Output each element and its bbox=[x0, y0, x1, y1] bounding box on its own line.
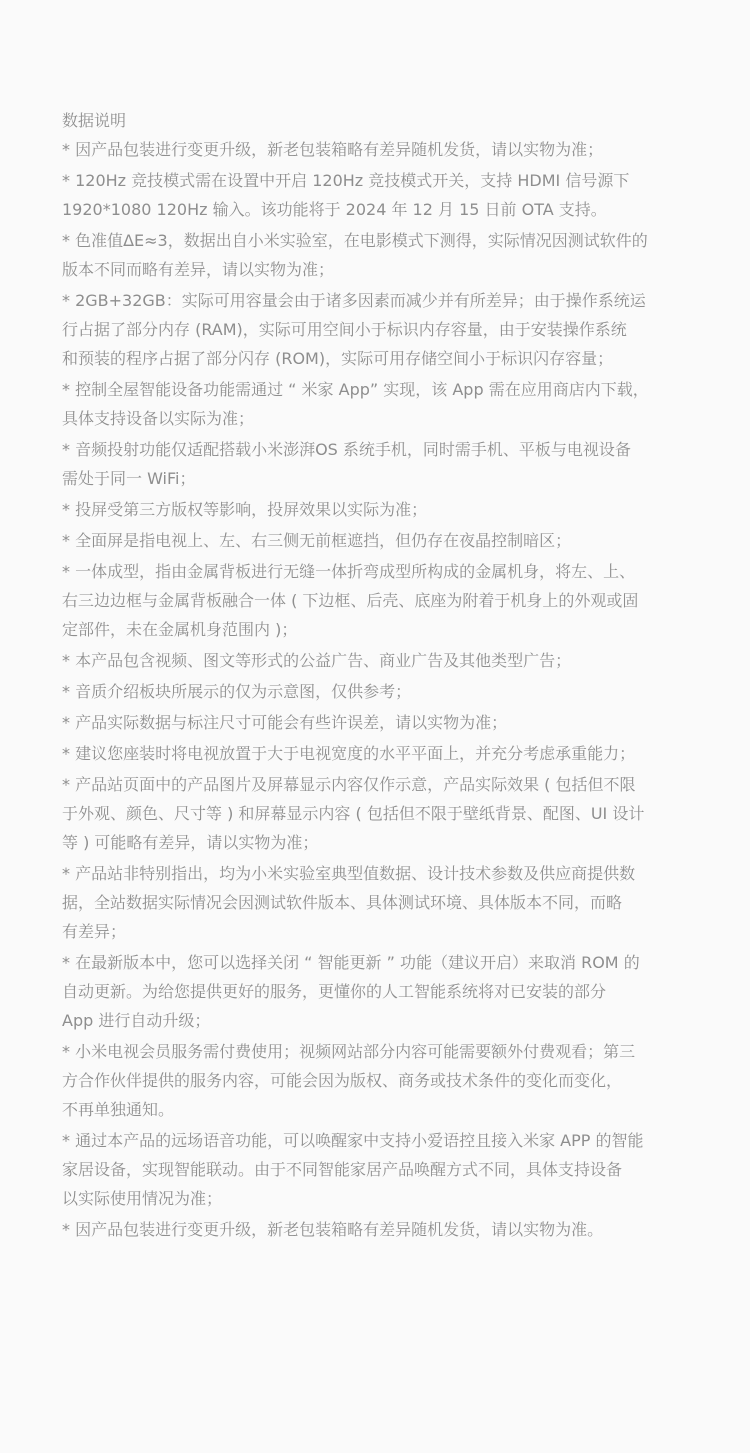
note-item: * 全面屏是指电视上、左、右三侧无前框遮挡，但仍存在夜晶控制暗区； bbox=[62, 531, 572, 550]
note-item: * 音频投射功能仅适配搭载小米澎湃OS 系统手机，同时需手机、平板与电视设备 需处于同一 WiFi； bbox=[62, 440, 631, 488]
note-item: * 产品站非特别指出，均为小米实验室典型值数据、设计技术参数及供应商提供数 据，全站数据实际情况会因测试软件版本、具体测试环境、具体版本不同，而略 有差异； bbox=[62, 864, 636, 941]
note-item: * 音质介绍板块所展示的仅为示意图，仅供参考； bbox=[62, 682, 412, 701]
note-item: * 120Hz 竞技模式需在设置中开启 120Hz 竞技模式开关，支持 HDMI 信号源下 1920*1080 120Hz 输入。该功能将于 2024 年 12 月 15 日前 OTA 支持。 bbox=[62, 171, 630, 219]
note-item: * 产品站页面中的产品图片及屏幕显示内容仅作示意，产品实际效果 ( 包括但不限 于外观、颜色、尺寸等 ) 和屏幕显示内容 ( 包括但不限于壁纸背景、配图、UI 设计 等 ) 可能略有差异，请以实物为准； bbox=[62, 775, 645, 852]
note-item: * 色准值ΔE≈3，数据出自小米实验室，在电影模式下测得，实际情况因测试软件的 版本不同而略有差异，请以实物为准； bbox=[62, 231, 648, 279]
note-item: * 投屏受第三方版权等影响，投屏效果以实际为准； bbox=[62, 500, 428, 519]
note-item: * 建议您座装时将电视放置于大于电视宽度的水平平面上，并充分考虑承重能力； bbox=[62, 744, 636, 763]
note-item: * 产品实际数据与标注尺寸可能会有些许误差，请以实物为准； bbox=[62, 713, 508, 732]
note-item: * 一体成型，指由金属背板进行无缝一体折弯成型所构成的金属机身，将左、上、 右三边边框与金属背板融合一体 ( 下边框、后壳、底座为附着于机身上的外观或固 定部件，未在金属机身范围内 )； bbox=[62, 562, 639, 639]
data-notes-section bbox=[62, 106, 692, 1246]
note-item: * 因产品包装进行变更升级，新老包装箱略有差异随机发货，请以实物为准； bbox=[62, 140, 604, 159]
note-item: * 在最新版本中，您可以选择关闭 “ 智能更新 ” 功能（建议开启）来取消 ROM 的 自动更新。为给您提供更好的服务，更懂你的人工智能系统将对已安装的部分 App 进行自动升级； bbox=[62, 953, 640, 1030]
note-item: * 小米电视会员服务需付费使用；视频网站部分内容可能需要额外付费观看；第三 方合作伙伴提供的服务内容，可能会因为版权、商务或技术条件的变化而变化， 不再单独通知。 bbox=[62, 1042, 636, 1119]
note-item: * 2GB+32GB：实际可用容量会由于诸多因素而减少并有所差异；由于操作系统运 行占据了部分内存 (RAM)，实际可用空间小于标识内存容量，由于安装操作系统 和预装的程序占据了部分闪存 (ROM)，实际可用存储空间小于标识闪存容量； bbox=[62, 291, 646, 368]
notes-title: 数据说明 bbox=[62, 111, 127, 130]
note-item: * 控制全屋智能设备功能需通过 “ 米家 App” 实现，该 App 需在应用商店内下载， 具体支持设备以实际为准； bbox=[62, 380, 649, 428]
note-item: * 通过本产品的远场语音功能，可以唤醒家中支持小爱语控且接入米家 APP 的智能 家居设备，实现智能联动。由于不同智能家居产品唤醒方式不同，具体支持设备 以实际使用情况为准； bbox=[62, 1131, 644, 1208]
note-item: * 本产品包含视频、图文等形式的公益广告、商业广告及其他类型广告； bbox=[62, 651, 572, 670]
note-item: * 因产品包装进行变更升级，新老包装箱略有差异随机发货，请以实物为准。 bbox=[62, 1220, 604, 1239]
